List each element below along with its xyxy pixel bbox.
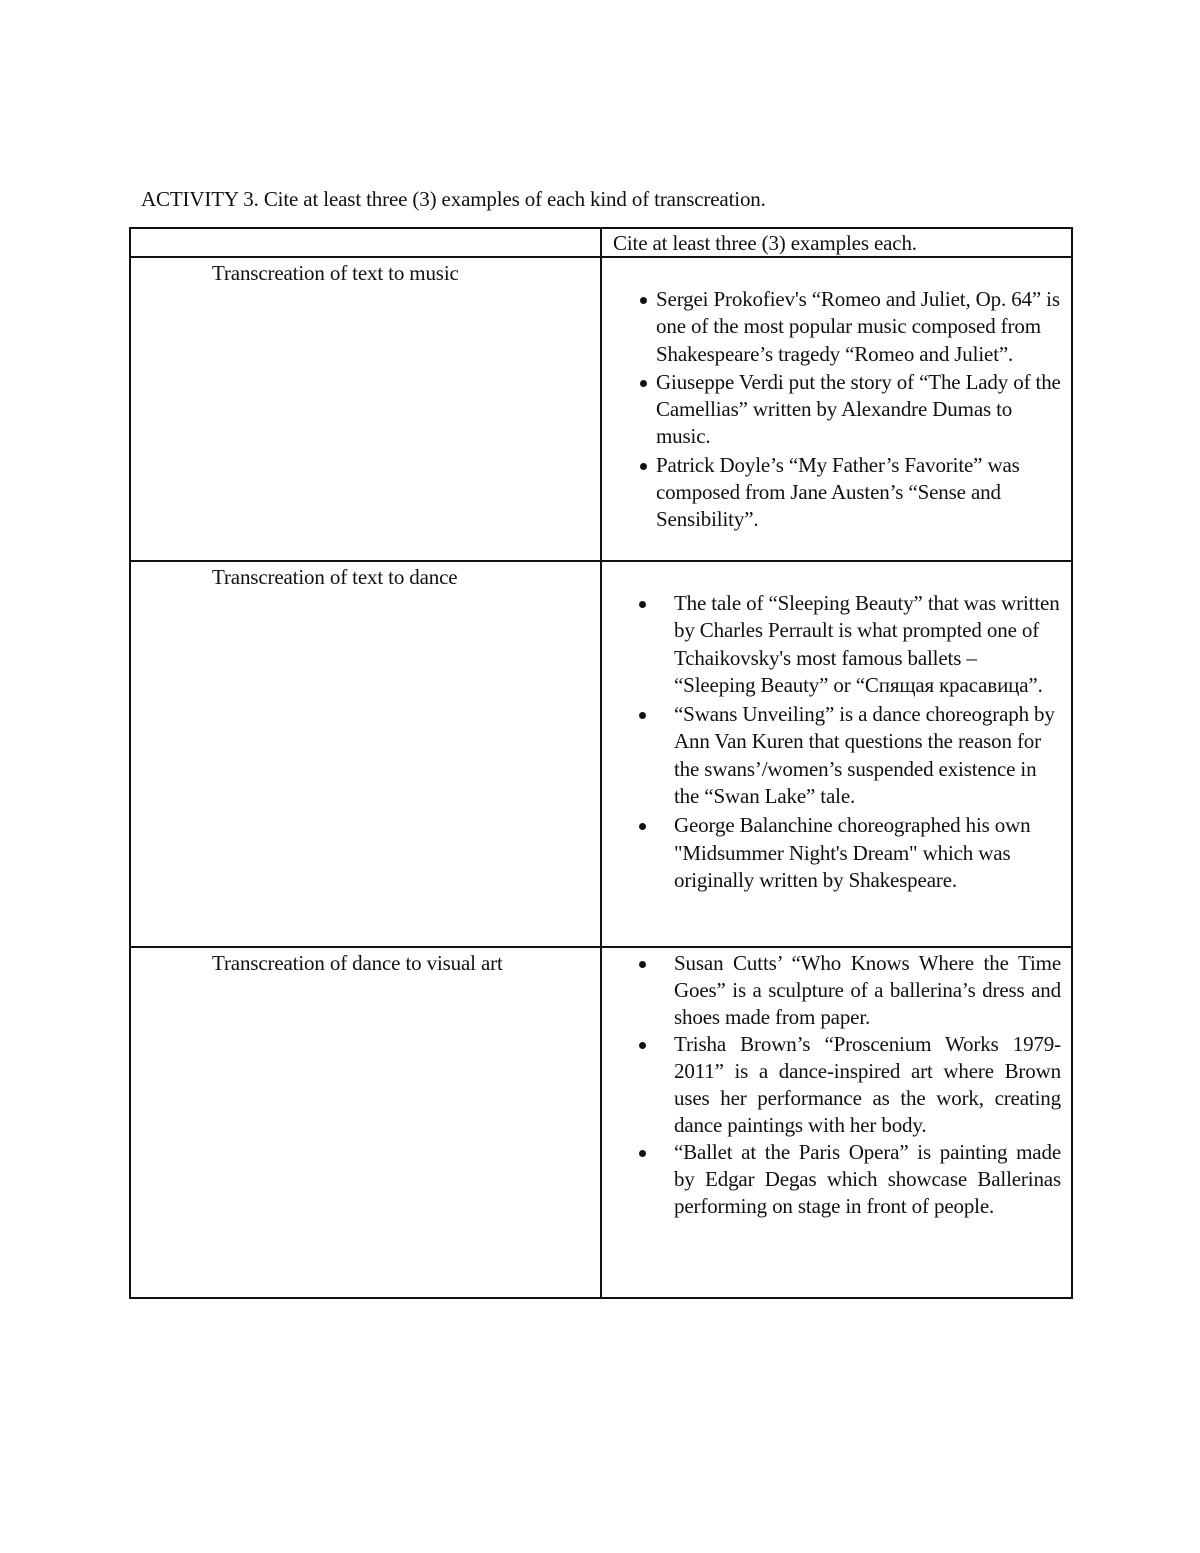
- table-row: [130, 947, 1072, 1298]
- table-header-row: [130, 228, 1072, 257]
- list-item: “Swans Unveiling” is a dance choreograph by Ann Van Kuren that questions the reason for the swans’/women’s suspended existence in the “Swan Lake” tale.: [674, 701, 1061, 810]
- list-item: Sergei Prokofiev's “Romeo and Juliet, Op. 64” is one of the most popular music composed from Shakespeare’s tragedy “Romeo and Juliet”.: [656, 286, 1061, 368]
- table-row: [130, 257, 1072, 561]
- list-item: The tale of “Sleeping Beauty” that was written by Charles Perrault is what prompted one of Tchaikovsky's most famous ballets – “Sleeping Beauty” or “Спящая красавица”.: [674, 590, 1061, 699]
- bullet-icon: [640, 297, 647, 304]
- kind-label-text-to-dance: Transcreation of text to dance: [212, 565, 458, 589]
- transcreation-table: [129, 227, 1073, 1299]
- examples-list: [602, 948, 1071, 1220]
- header-examples-label: Cite at least three (3) examples each.: [613, 231, 917, 255]
- kind-label-text-to-music: Transcreation of text to music: [212, 261, 459, 285]
- activity-heading: ACTIVITY 3. Cite at least three (3) examples of each kind of transcreation.: [141, 187, 766, 211]
- list-item: “Ballet at the Paris Opera” is painting made by Edgar Degas which showcase Ballerinas performing on stage in front of people.: [674, 1139, 1061, 1220]
- examples-list: [602, 258, 1071, 539]
- bullet-icon: [640, 380, 647, 387]
- kind-cell: [130, 947, 601, 1298]
- bullet-icon: [639, 1042, 646, 1049]
- table-row: [130, 561, 1072, 947]
- bullet-icon: [639, 601, 646, 608]
- list-item: Susan Cutts’ “Who Knows Where the Time Goes” is a sculpture of a ballerina’s dress and shoes made from paper.: [674, 950, 1061, 1031]
- kind-cell: [130, 561, 601, 947]
- bullet-icon: [639, 961, 646, 968]
- examples-cell: [601, 947, 1072, 1298]
- bullet-icon: [640, 463, 647, 470]
- kind-cell: [130, 257, 601, 561]
- list-item: George Balanchine choreographed his own "Midsummer Night's Dream" which was originally written by Shakespeare.: [674, 812, 1061, 894]
- examples-cell: [601, 257, 1072, 561]
- header-cell-examples: [601, 228, 1072, 257]
- examples-cell: [601, 561, 1072, 947]
- header-cell-empty: [130, 228, 601, 257]
- list-item: Giuseppe Verdi put the story of “The Lady of the Camellias” written by Alexandre Dumas to music.: [656, 369, 1061, 451]
- bullet-icon: [639, 823, 646, 830]
- bullet-icon: [639, 712, 646, 719]
- list-item: Patrick Doyle’s “My Father’s Favorite” was composed from Jane Austen’s “Sense and Sensibility”.: [656, 452, 1061, 534]
- list-item: Trisha Brown’s “Proscenium Works 1979-2011” is a dance-inspired art where Brown uses her performance as the work, creating dance paintings with her body.: [674, 1031, 1061, 1139]
- kind-label-dance-to-visual-art: Transcreation of dance to visual art: [212, 951, 503, 975]
- examples-list: [602, 562, 1071, 894]
- bullet-icon: [639, 1150, 646, 1157]
